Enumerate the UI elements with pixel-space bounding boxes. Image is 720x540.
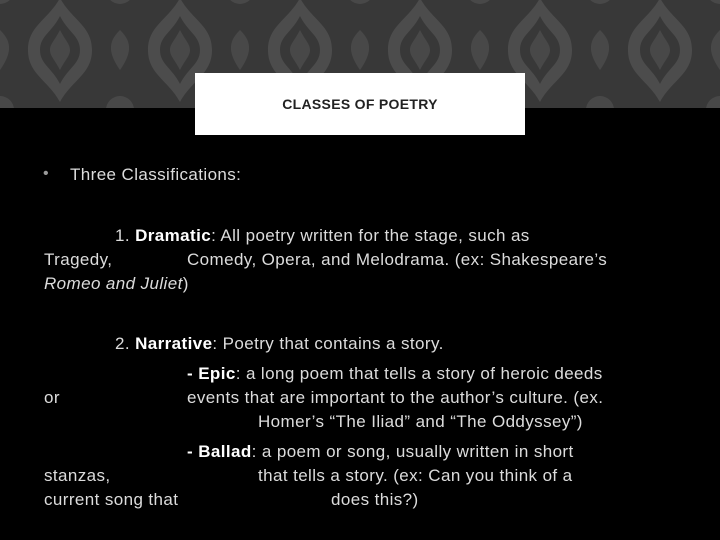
epic-line-1 [187,364,603,384]
ballad-line-2a: stanzas, [44,466,111,485]
bullet-heading: Three Classifications: [70,165,242,184]
dramatic-line-2a: Tragedy, [44,250,113,269]
dramatic-number: 1. [115,226,136,245]
dramatic-line-1 [115,226,530,246]
ballad-line-3b: does this?) [331,490,419,509]
dramatic-definition: : All poetry written for the stage, such as [211,226,530,245]
dramatic-line-2b: Comedy, Opera, and Melodrama. (ex: Shakespeare’s [187,250,608,269]
epic-definition: : a long poem that tells a story of heroic deeds [235,364,603,383]
dramatic-term: Dramatic [135,226,212,245]
ballad-term: Ballad [198,442,252,461]
ballad-line-3a: current song that [44,490,179,509]
epic-or: or [44,388,60,407]
ballad-line-2b: that tells a story. (ex: Can you think of a [258,466,573,485]
dramatic-close-paren: ) [182,274,189,293]
ballad-dash: - [187,442,199,461]
ballad-line-1 [187,442,574,462]
dramatic-example-title: Romeo and Juliet [44,274,183,293]
epic-dash: - [187,364,199,383]
narrative-definition: : Poetry that contains a story. [212,334,444,353]
bullet-marker: • [43,165,50,182]
epic-line-3: Homer’s “The Iliad” and “The Oddyssey”) [258,412,583,431]
dramatic-line-3 [44,274,189,294]
narrative-term: Narrative [135,334,213,353]
slide-title: CLASSES OF POETRY [282,96,438,112]
epic-line-2: events that are important to the author’s culture. (ex. [187,388,604,407]
narrative-number: 2. [115,334,136,353]
narrative-line-1 [115,334,444,354]
ballad-definition: : a poem or song, usually written in short [251,442,574,461]
epic-term: Epic [198,364,236,383]
